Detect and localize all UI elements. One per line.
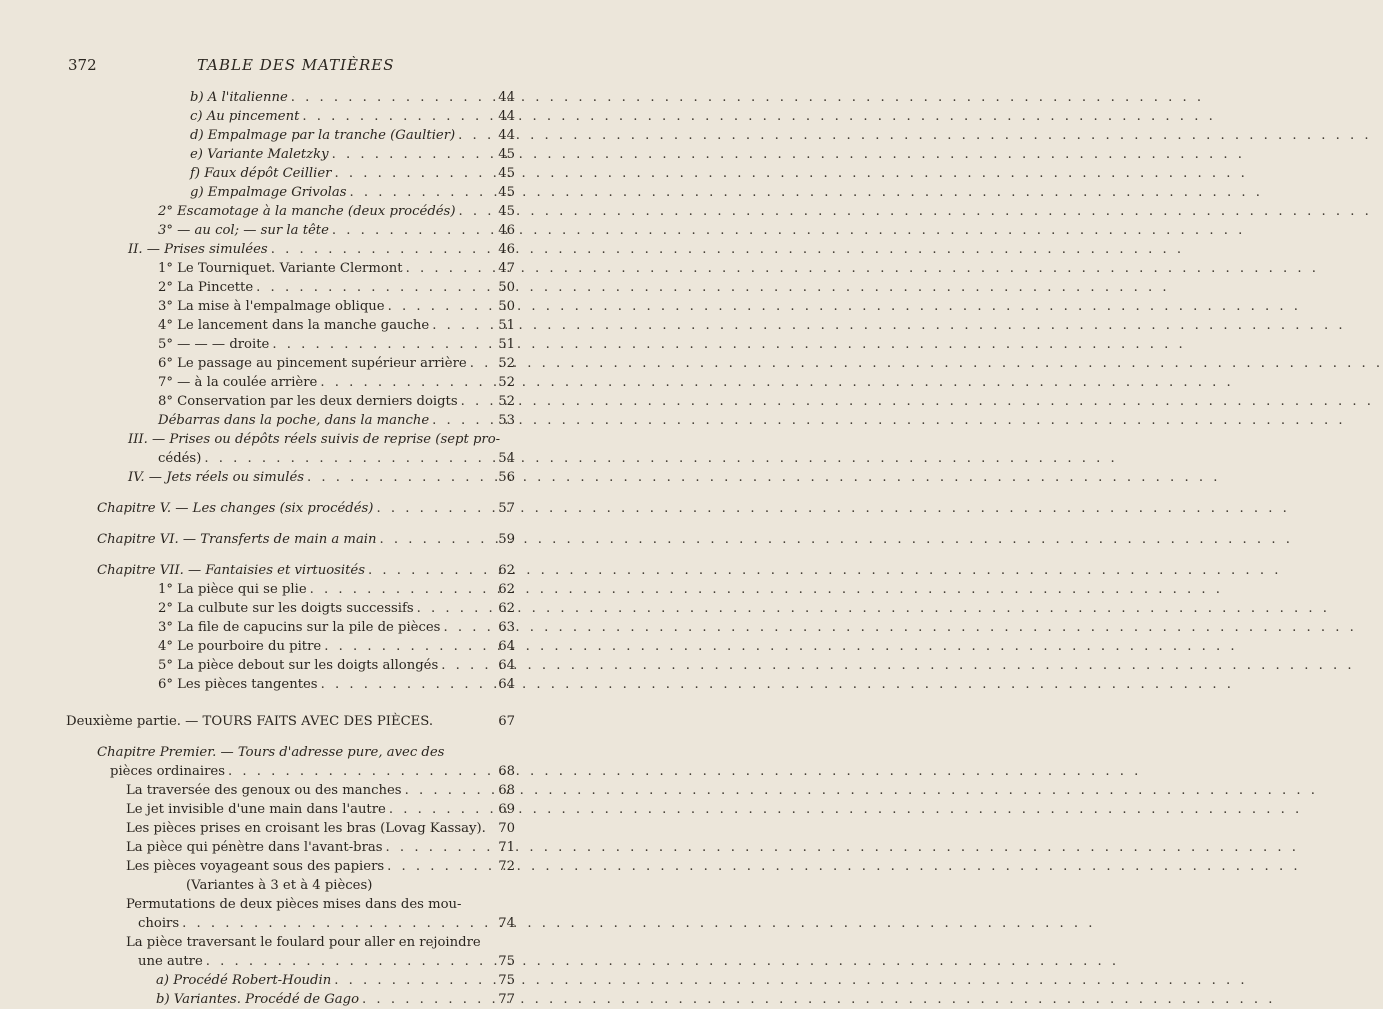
toc-entry-page: 51 — [498, 337, 515, 352]
toc-entry-title: IV. — Jets réels ou simulés — [128, 470, 305, 485]
toc-entry-page: 74 — [498, 916, 515, 931]
toc-entry-page: 45 — [498, 185, 515, 200]
dot-leader — [432, 411, 1345, 430]
table-of-contents — [0, 88, 562, 1009]
toc-entry-title: choirs — [138, 916, 180, 931]
toc-entry — [0, 430, 562, 449]
toc-entry-title: b) A l'italienne — [190, 90, 288, 105]
dot-leader — [334, 164, 1247, 183]
toc-entry — [0, 800, 562, 819]
toc-entry — [0, 838, 562, 857]
toc-entry-page: 47 — [498, 261, 515, 276]
toc-entry-title: La pièce traversant le foulard pour aller en rejoindre — [126, 935, 481, 950]
toc-entry-page: 51 — [498, 318, 515, 333]
toc-entry-page: 52 — [498, 394, 515, 409]
toc-entry — [0, 990, 562, 1009]
dot-leader — [324, 637, 1237, 656]
toc-entry-title: 2° La culbute sur les doigts successifs — [158, 601, 414, 616]
toc-entry-page: 46 — [498, 223, 515, 238]
toc-entry-title: pièces ordinaires — [110, 764, 225, 779]
toc-entry-title: Permutations de deux pièces mises dans des mou- — [126, 897, 462, 912]
toc-entry-title: III. — Prises ou dépôts réels suivis de reprise (sept pro- — [128, 432, 501, 447]
dot-leader — [380, 530, 1293, 549]
dot-leader — [389, 800, 1302, 819]
toc-entry — [0, 164, 562, 183]
toc-entry — [0, 335, 562, 354]
toc-entry-page: 64 — [498, 639, 515, 654]
toc-entry-title: (Variantes à 3 et à 4 pièces) — [186, 878, 373, 893]
spacer — [0, 731, 562, 743]
toc-entry-title: Chapitre VII. — Fantaisies et virtuosités — [97, 563, 366, 578]
toc-entry-title: 1° Le Tourniquet. Variante Clermont — [158, 261, 403, 276]
page-number: 372 — [68, 56, 97, 74]
dot-leader — [417, 599, 1330, 618]
dot-leader — [256, 278, 1169, 297]
dot-leader — [388, 297, 1301, 316]
toc-entry-page: 54 — [498, 451, 515, 466]
toc-entry — [0, 580, 562, 599]
dot-leader — [332, 221, 1245, 240]
dot-leader — [271, 240, 1184, 259]
toc-entry — [0, 107, 562, 126]
toc-entry — [0, 712, 562, 731]
toc-entry-title: 3° La mise à l'empalmage oblique — [158, 299, 385, 314]
toc-entry — [0, 259, 562, 278]
toc-entry — [0, 599, 562, 618]
toc-entry-page: 50 — [498, 299, 515, 314]
toc-entry — [0, 530, 562, 549]
toc-entry-page: 72 — [498, 859, 515, 874]
toc-entry-page: 56 — [498, 470, 515, 485]
toc-entry — [0, 561, 562, 580]
toc-entry-title: d) Empalmage par la tranche (Gaultier) — [190, 128, 456, 143]
toc-entry-title: 6° Le passage au pincement supérieur arrière — [158, 356, 467, 371]
dot-leader — [386, 838, 1299, 857]
toc-entry — [0, 354, 562, 373]
toc-entry-page: 62 — [498, 601, 515, 616]
toc-entry-title: Deuxième partie. — TOURS FAITS AVEC DES PIÈCES. — [66, 714, 434, 729]
dot-leader — [332, 145, 1245, 164]
toc-entry-page: 70 — [498, 821, 515, 836]
toc-entry-title: 7° — à la coulée arrière — [158, 375, 318, 390]
toc-entry — [0, 933, 562, 952]
dot-leader — [405, 781, 1318, 800]
toc-entry-page: 53 — [498, 413, 515, 428]
dot-leader — [272, 335, 1185, 354]
dot-leader — [310, 580, 1223, 599]
toc-entry-page: 45 — [498, 147, 515, 162]
toc-entry-title: b) Variantes. Procédé de Gago — [156, 992, 360, 1007]
toc-entry-page: 68 — [498, 783, 515, 798]
toc-entry-title: Chapitre V. — Les changes (six procédés) — [97, 501, 374, 516]
toc-entry-page: 69 — [498, 802, 515, 817]
toc-entry-title: 2° La Pincette — [158, 280, 254, 295]
book-page — [0, 0, 562, 1007]
toc-entry-title: Chapitre VI. — Transferts de main a main — [97, 532, 377, 547]
toc-entry — [0, 221, 562, 240]
toc-entry — [0, 819, 562, 838]
toc-entry — [0, 895, 562, 914]
toc-entry-page: 59 — [498, 532, 515, 547]
toc-entry-title: Les pièces voyageant sous des papiers — [126, 859, 385, 874]
toc-entry — [0, 297, 562, 316]
toc-entry-page: 75 — [498, 954, 515, 969]
toc-entry-title: Les pièces prises en croisant les bras (Lovag Kassay). — [126, 821, 486, 836]
dot-leader — [206, 952, 1119, 971]
spacer — [0, 518, 562, 530]
toc-entry-title: g) Empalmage Grivolas — [190, 185, 347, 200]
toc-entry-page: 52 — [498, 375, 515, 390]
toc-entry — [0, 392, 562, 411]
toc-entry — [0, 88, 562, 107]
toc-entry — [0, 914, 562, 933]
running-title: TABLE DES MATIÈRES — [197, 56, 395, 74]
dot-leader — [204, 449, 1117, 468]
spacer — [0, 549, 562, 561]
toc-entry — [0, 637, 562, 656]
dot-leader — [458, 126, 1371, 145]
toc-entry — [0, 656, 562, 675]
dot-leader — [441, 656, 1354, 675]
toc-entry-title: 6° Les pièces tangentes — [158, 677, 318, 692]
dot-leader — [461, 392, 1374, 411]
dot-leader — [320, 373, 1233, 392]
dot-leader — [458, 202, 1371, 221]
toc-entry-title: 5° — — — droite — [158, 337, 270, 352]
dot-leader — [321, 675, 1234, 694]
toc-entry — [0, 411, 562, 430]
toc-entry-title: 4° Le lancement dans la manche gauche — [158, 318, 430, 333]
running-header — [0, 56, 562, 76]
toc-entry-page: 75 — [498, 973, 515, 988]
toc-entry-title: f) Faux dépôt Ceillier — [190, 166, 332, 181]
toc-entry — [0, 876, 562, 895]
toc-entry-title: 1° La pièce qui se plie — [158, 582, 307, 597]
toc-entry-page: 52 — [498, 356, 515, 371]
dot-leader — [302, 107, 1215, 126]
toc-entry — [0, 373, 562, 392]
toc-entry-title: cédés) — [158, 451, 202, 466]
toc-entry — [0, 952, 562, 971]
toc-entry — [0, 618, 562, 637]
toc-entry-title: c) Au pincement — [190, 109, 300, 124]
toc-entry-title: 3° — au col; — sur la tête — [158, 223, 329, 238]
toc-entry-title: II. — Prises simulées — [128, 242, 268, 257]
dot-leader — [470, 354, 1383, 373]
toc-entry-title: Débarras dans la poche, dans la manche — [158, 413, 430, 428]
toc-entry-page: 77 — [498, 992, 515, 1007]
toc-entry-title: 4° Le pourboire du pitre — [158, 639, 322, 654]
toc-entry — [0, 145, 562, 164]
toc-entry-page: 67 — [498, 714, 515, 729]
toc-entry-page: 64 — [498, 658, 515, 673]
toc-entry — [0, 971, 562, 990]
toc-entry — [0, 278, 562, 297]
toc-entry-title: 3° La file de capucins sur la pile de pièces — [158, 620, 441, 635]
toc-entry-title: Chapitre Premier. — Tours d'adresse pure, avec des — [97, 745, 445, 760]
dot-leader — [432, 316, 1345, 335]
toc-entry — [0, 499, 562, 518]
toc-entry — [0, 762, 562, 781]
toc-entry-page: 64 — [498, 677, 515, 692]
toc-entry-page: 50 — [498, 280, 515, 295]
toc-entry-title: 5° La pièce debout sur les doigts allongés — [158, 658, 439, 673]
toc-entry — [0, 781, 562, 800]
toc-entry-page: 46 — [498, 242, 515, 257]
toc-entry-page: 44 — [498, 128, 515, 143]
toc-entry-title: La pièce qui pénètre dans l'avant-bras — [126, 840, 383, 855]
toc-entry-title: 2° Escamotage à la manche (deux procédés) — [158, 204, 456, 219]
spacer — [0, 694, 562, 712]
toc-entry — [0, 857, 562, 876]
dot-leader — [307, 468, 1220, 487]
dot-leader — [228, 762, 1141, 781]
toc-entry-page: 63 — [498, 620, 515, 635]
toc-entry-page: 62 — [498, 563, 515, 578]
toc-entry-page: 57 — [498, 501, 515, 516]
toc-entry-title: Le jet invisible d'une main dans l'autre — [126, 802, 386, 817]
toc-entry-page: 45 — [498, 166, 515, 181]
toc-entry — [0, 743, 562, 762]
toc-entry — [0, 240, 562, 259]
toc-entry — [0, 468, 562, 487]
toc-entry-page: 68 — [498, 764, 515, 779]
dot-leader — [387, 857, 1300, 876]
toc-entry — [0, 316, 562, 335]
toc-entry-page: 71 — [498, 840, 515, 855]
toc-entry-title: une autre — [138, 954, 203, 969]
toc-entry-title: e) Variante Maletzky — [190, 147, 329, 162]
toc-entry-page: 44 — [498, 109, 515, 124]
dot-leader — [182, 914, 1095, 933]
dot-leader — [334, 971, 1247, 990]
toc-entry-page: 62 — [498, 582, 515, 597]
toc-entry — [0, 675, 562, 694]
toc-entry — [0, 202, 562, 221]
dot-leader — [443, 618, 1356, 637]
spacer — [0, 487, 562, 499]
toc-entry — [0, 183, 562, 202]
toc-entry-page: 45 — [498, 204, 515, 219]
toc-entry-page: 44 — [498, 90, 515, 105]
toc-entry — [0, 126, 562, 145]
toc-entry-title: a) Procédé Robert-Houdin — [156, 973, 332, 988]
toc-entry — [0, 449, 562, 468]
toc-entry-title: 8° Conservation par les deux derniers doigts — [158, 394, 458, 409]
toc-entry-title: La traversée des genoux ou des manches — [126, 783, 402, 798]
dot-leader — [406, 259, 1319, 278]
dot-leader — [291, 88, 1204, 107]
